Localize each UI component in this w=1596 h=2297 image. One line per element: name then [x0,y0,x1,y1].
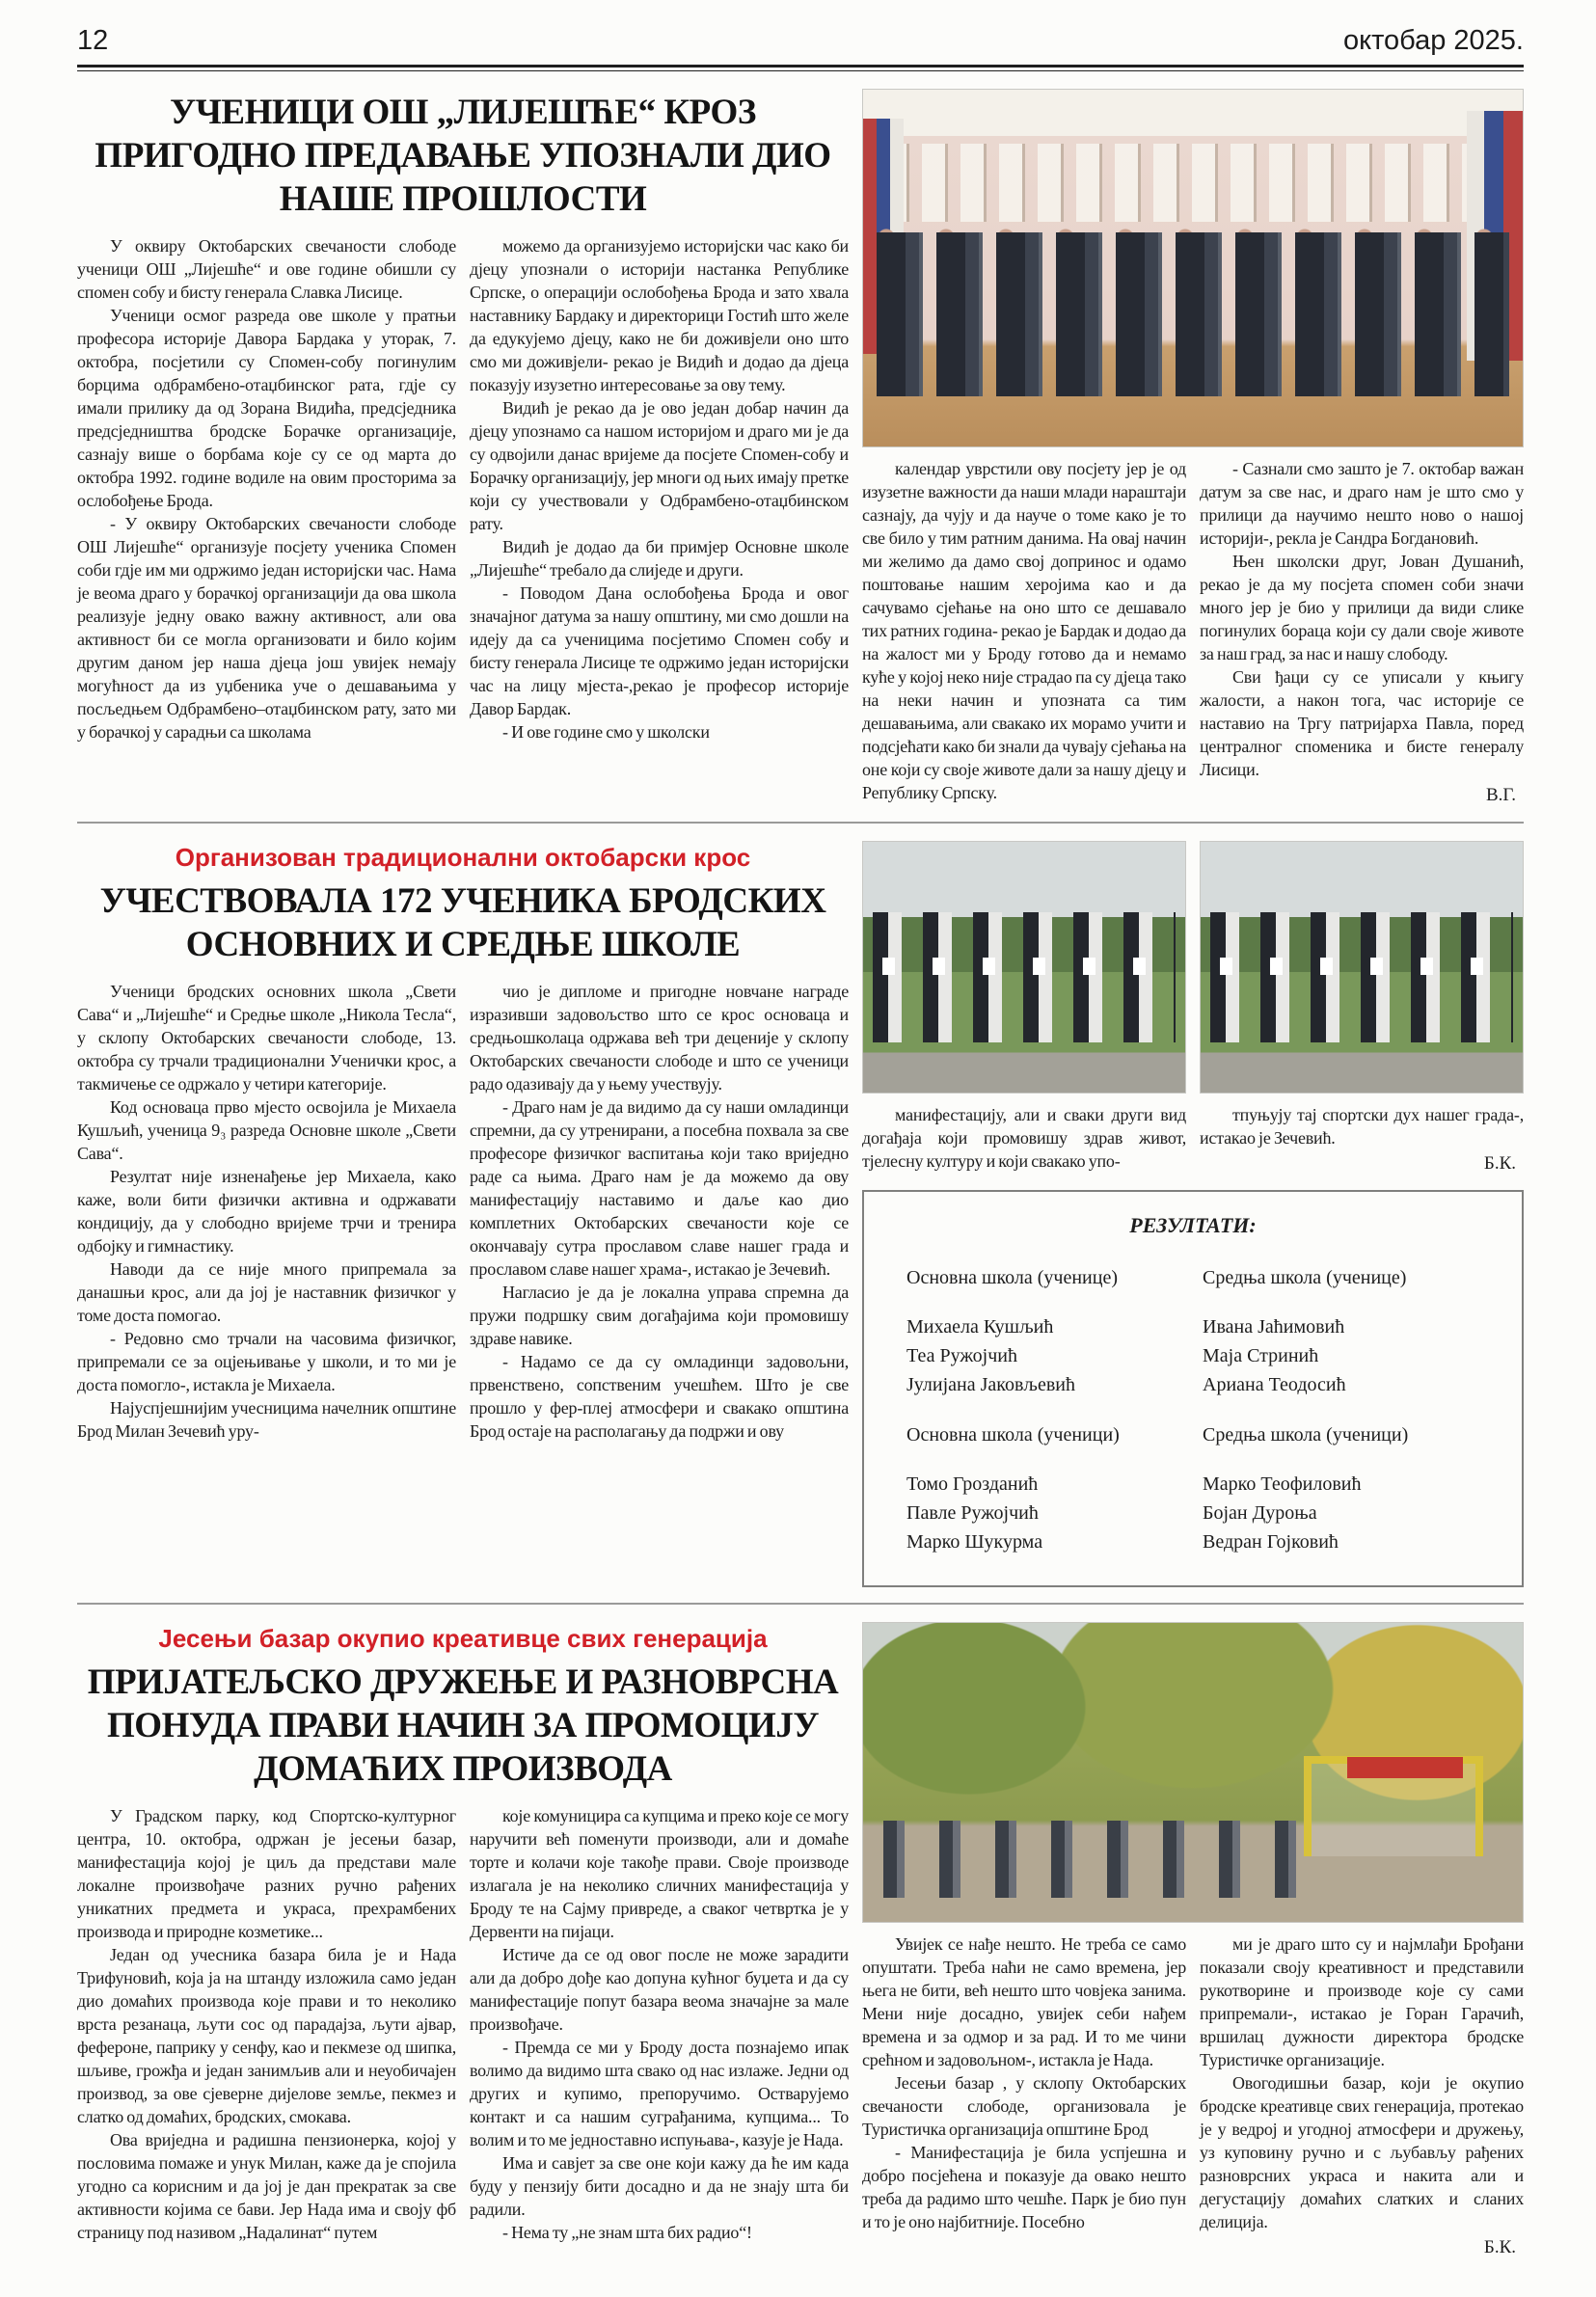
results-name: Ведран Гојковић [1203,1531,1339,1553]
memorial-column-1 [77,234,456,743]
results-box [862,1190,1524,1587]
body-paragraph: У оквиру Октобарских свечаности слободе ученици ОШ „Лијешће“ и ове године обишли су спомен собу и бисту генерала Славка Лисице. [77,236,456,302]
visitors-silhouettes-shape [883,1821,1312,1899]
wall-plaques-shape [883,144,1503,222]
body-paragraph: Најуспјешнијим учесницима начелник општине Брод Милан Зечевић уру- [77,1398,456,1441]
memorial-room-photo [862,89,1524,447]
results-group-heading: Основна школа (ученици) [906,1424,1120,1446]
byline: В.Г. [1485,785,1516,805]
article-memorial-headline: УЧЕНИЦИ ОШ „ЛИЈЕШЋЕ“ КРОЗ ПРИГОДНО ПРЕДАВАЊЕ УПОЗНАЛИ ДИО НАШЕ ПРОШЛОСТИ [95,93,831,219]
memorial-column-3 [862,457,1186,806]
results-column-primary [906,1267,1183,1556]
red-banner-shape [1347,1757,1463,1778]
body-paragraph: Увијек се нађе нешто. Не треба се само опуштати. Треба наћи не само времена, јер њега не бити, већ нешто што човјека занима. Мени није досадно, увијек себи нађем времена и за одмор и за рад. И то ме чини срећном и задовољном-, истакла је Нада. [862,1934,1186,2069]
results-group [906,1267,1183,1399]
cross-photo-right [1200,841,1524,1094]
body-paragraph: тпуњују тај спортски дух нашег града-, истакао је Зечевић. [1200,1105,1524,1148]
results-name: Теа Ружојчић [906,1345,1017,1366]
body-paragraph: ми је драго што су и најмлађи Брођани показали своју креативност и представили рукотворине и производе које су сами припремали-, истакао је Горан Гарачић, вршилац дужности директора бродске Туристичке организације. [1200,1934,1524,2069]
body-paragraph: Има и савјет за све оне који кажу да ће им када буду у пензију бити досадно и да не знају шта би радили. [470,2153,849,2219]
body-paragraph: - Нема ту „не знам шта бих радио“! [502,2223,752,2242]
page-number: 12 [77,25,109,56]
bazaar-park-photo [862,1622,1524,1923]
bazaar-column-1 [77,1804,456,2244]
runners-silhouettes-shape [1210,912,1513,1042]
results-group-heading: Средња школа (ученици) [1203,1424,1409,1446]
cross-column-4 [1200,1103,1524,1175]
article-cross-kicker: Организован традиционални октобарски крос [175,843,751,872]
body-paragraph: Ученици осмог разреда ове школе у пратњи професора историје Давора Бардака у уторак, 7. октобра, посјетили су Спомен-собу погинулим борцима одбрамбено-отаџбинског рата, гдје су имали прилику да од Зорана Видића, предсједника предсједништва бродске Борачке организације, сазнају више о борбама које су се од марта до октобра 1992. године водиле на овим просторима за ослобођење Брода. [77,306,456,510]
cross-column-2 [470,980,849,1443]
results-name: Томо Грозданић [906,1473,1039,1495]
cross-photo-left [862,841,1186,1094]
body-paragraph: које комуницира са купцима и преко које се могу наручити већ поменути производи, али и домаће торте и колачи које такође прави. Своје производе излагала је на неколико сличних манифестација у Броду те на Сајму привреде, а сваког четвртка је у Дервенти на пијаци. [470,1806,849,1941]
body-paragraph: - Редовно смо трчали на часовима физичког, припремали се за оцјењивање у школи, и то ми је доста помогло-, истакла је Михаела. [77,1329,456,1394]
body-paragraph: Овогодишњи базар, који је окупио бродске креативце свих генерација, протекао је у ведрој и угодној атмосфери и дружењу, уз куповину ручно и с љубављу рађених разноврсних украса и накита али и дегустацију домаћих слатких и сланих делиција. [1200,2073,1524,2231]
results-name: Јулијана Јаковљевић [906,1374,1075,1395]
people-silhouettes-shape [877,232,1510,396]
results-name: Бојан Дуроња [1203,1502,1317,1524]
body-paragraph: Резултат није изненађење јер Михаела, како каже, воли бити физички активна и одржавати кондицију, да у слободно вријеме трчи и тренира одбојку и гимнастику. [77,1167,456,1256]
body-paragraph: календар уврстили ову посјету јер је од изузетне важности да наши млади нараштаји сазнају, да чују и да науче о томе како је то све било у тим ратним данима. На овај начин ми желимо да дамо свој допринос и одамо поштовање нашим херојима као и да сачувамо сјећање на оно што се дешавало тих ратних година- рекао је Бардак и додао да на жалост ми у Броду готово да и немамо куће у којој неко није страдао па су дјеца тако на неки начин и упозната са тим дешавањима, али свакако их морамо учити и подсјећати како би знали да чувају сјећања на оне који су своје животе дали за нашу дјецу и Републику Српску. [862,459,1186,802]
issue-date: октобар 2025. [1342,25,1524,56]
article-cross [77,841,1524,1587]
body-paragraph: - Поводом Дана ослобођења Брода и овог значајног датума за нашу општину, ми смо дошли на идеју да са ученицима посјетимо Спомен собу и бисту генерала Лисице те одржимо један историјски час на лицу мјеста-,рекао је професор историје Давор Бардак. [470,583,849,718]
page-header [77,25,1524,57]
memorial-column-4 [1200,457,1524,806]
article-cross-headline: УЧЕСТВОВАЛА 172 УЧЕНИКА БРОДСКИХ ОСНОВНИХ И СРЕДЊЕ ШКОЛЕ [99,881,826,964]
results-name: Павле Ружојчић [906,1502,1039,1524]
body-paragraph: чио је дипломе и пригодне новчане награде изразивши задовољство што се крос основаца и средњошколаца одржава већ три деценије у склопу Октобарских свечаности слободе и што се ученици радо одазивају да у њему учествују. [470,982,849,1094]
cross-column-1 [77,980,456,1443]
body-paragraph: - Надамо се да су омладинци задовољни, првенствено, сопственим учешћем. Што је све прошло у фер-плеј атмосфери и свакако општина Брод остаје на располагању да подржи и ову [470,1352,849,1441]
results-column-secondary [1203,1267,1479,1556]
bazaar-column-2 [470,1804,849,2244]
section-divider [77,822,1524,824]
results-name: Ариана Теодосић [1203,1374,1346,1395]
article-bazaar [77,1622,1524,2258]
byline: Б.К. [1483,2237,1516,2257]
bazaar-column-4 [1200,1932,1524,2258]
body-paragraph: Истиче да се од овог после не може зарадити али да добро дође као допуна кућног буџета и да су манифестације попут базара веома значајне за мале произвођаче. [470,1945,849,2034]
body-paragraph: можемо да организујемо историјски час како би дјецу упознали о историји настанка Републике Српске, о операцији ослобођења Брода и зато хвала наставнику Бардаку и директорици Гостић што желе да едукујемо дјецу, како не би доживјели оно што смо ми доживјели- рекао је Видић и додао да дјеца показују изузетно интересовање за ову тему. [470,236,849,394]
body-paragraph: Ова вриједна и радишна пензионерка, којој у пословима помаже и унук Милан, каже да је спојила угодно са корисним и да јој је дан прекратак за све активности којима се бави. Јер Нада има и своју фб страницу под називом „Надалинат“ путем [77,2130,456,2242]
cross-column-3 [862,1103,1186,1175]
results-group [1203,1267,1479,1399]
body-paragraph: - Драго нам је да видимо да су наши омладинци спремни, да су утренирани, а посебна похвала за све професоре физичког васпитања који тако вриједно раде са њима. Драго нам је да можемо да ову манифестацију наставимо и даље као дио комплетних Октобарских свечаности које се окончавају сутра прославом славе нашег града и прославом славе нашег храма-, истакао је Зечевић. [470,1097,849,1279]
header-rule [77,65,1524,71]
body-paragraph: У Градском парку, код Спортско-културног центра, 10. октобра, одржан је јесењи базар, манифестација којој је циљ да представи мале локалне произвођаче разних ручно рађених уникатних предмета и украса, прехрамбених производа и природне козметике... [77,1806,456,1941]
results-group [1203,1424,1479,1556]
body-paragraph: Јесењи базар , у склопу Октобарских свечаности слободе, организовала је Туристичка организација општине Брод [862,2073,1186,2139]
results-name: Михаела Кушљић [906,1316,1054,1338]
diplomas-shape [1220,958,1513,975]
results-name: Марко Шукурма [906,1531,1043,1553]
article-memorial [77,89,1524,806]
diplomas-shape [882,958,1176,975]
body-paragraph: Сви ђаци су се уписали у књигу жалости, а након тога, час историје се наставио на Тргу патријарха Павла, поред централног споменика и бисте генералу Лисици. [1200,667,1524,779]
memorial-column-2 [470,234,849,743]
results-group-heading: Основна школа (ученице) [906,1267,1118,1288]
body-paragraph: Наводи да се није много припремала за данашњи крос, али да јој је наставник физичког у томе доста помогао. [77,1259,456,1325]
body-paragraph: - Манифестација је била успјешна и добро посјећена и показује да овако нешто треба да радимо што чешће. Парк је био пун и то је оно најбитније. Посебно [862,2143,1186,2231]
results-title: РЕЗУЛТАТИ: [1129,1213,1257,1237]
runners-silhouettes-shape [873,912,1176,1042]
body-paragraph: Ученици бродских основних школа „Свети Сава“ и „Лијешће“ и Средње школе „Никола Тесла“, у склопу Октобарских свечаности слободе, 13. октобра су трчали традиционални Ученички крос, а такмичење се одржало у четири категорије. [77,982,456,1094]
body-paragraph: Видић је рекао да је ово један добар начин да дјецу упознамо са нашом историјом и драго ми је да су одвојили данас вријеме да посјете Спомен-собу и Борачку организацију, јер многи од њих имају претке који су учествовали у Одбрамбено-отаџбинском рату. [470,398,849,533]
body-paragraph: - У оквиру Октобарских свечаности слободе ОШ Лијешће“ организује посјету ученика Спомен соби гдје им ми одржимо један историјски час. Нама је веома драго у борачкој организацији да ова школа реализује једну овако важну активност, али ова активност би се могла организовати и било којим другим даном јер наша дјеца још увијек немају могућност да из уџбеника уче о дешавањима у посљедњем Одбрамбено–отаџбинском рату, зато ми у борачкој у сарадњи са школама [77,514,456,742]
article-bazaar-kicker: Јесењи базар окупио креативце свих генерација [158,1624,768,1653]
section-divider [77,1603,1524,1605]
results-name: Маја Стринић [1203,1345,1319,1366]
body-paragraph: манифестацију, али и сваки други вид догађаја који промовишу здрав живот, тјелесну културу и који свакако упо- [862,1105,1186,1171]
article-bazaar-headline: ПРИЈАТЕЉСКО ДРУЖЕЊЕ И РАЗНОВРСНА ПОНУДА ПРАВИ НАЧИН ЗА ПРОМОЦИЈУ ДОМАЋИХ ПРОИЗВОДА [87,1662,839,1789]
results-group-heading: Средња школа (ученице) [1203,1267,1407,1288]
body-paragraph: - Сазнали смо зашто је 7. октобар важан датум за све нас, и драго нам је што смо у прилици да научимо нешто ново о нашој историји-, рекла је Сандра Богдановић. [1200,459,1524,548]
byline: Б.К. [1483,1153,1516,1174]
body-paragraph: Код основаца прво мјесто освојила је Михаела Кушљић, ученица 9₃ разреда Основне школе „Свети Сава“. [77,1097,456,1163]
body-paragraph: Њен школски друг, Јован Душанић, рекао је да му посјета спомен соби значи много јер је био у прилици да види слике погинулих бораца који су дали своје животе за наш град, за нас и нашу слободу. [1200,552,1524,663]
body-paragraph: Нагласио је да је локална управа спремна да пружи подршку свим догађајима који промовишу здраве навике. [470,1283,849,1348]
results-group [906,1424,1183,1556]
results-name: Марко Теофиловић [1203,1473,1362,1495]
body-paragraph: - И ове године смо у школски [502,722,710,742]
bazaar-column-3 [862,1932,1186,2258]
body-paragraph: Видић је додао да би примјер Основне школе „Лијешће“ требало да слиједе и други. [470,537,849,580]
body-paragraph: - Премда се ми у Броду доста познајемо ипак волимо да видимо шта свако од нас излаже. Једни од других и купимо, препоручимо. Остварујемо контакт и са нашим суграђанима, купцима... То волим и то ме једноставно испуњава-, казује је Нада. [470,2038,849,2149]
body-paragraph: Један од учесника базара била је и Нада Трифуновић, која ја на штанду изложила само један дио домаћих производа које прави и то неколико врста резанаца, љути сос од парадајза, љути ајвар, фефероне, паприку у сенфу, као и пекмезе од шипка, шљиве, грожђа и један занимљив али и неуобичајен производ, за ове сјеверне дијелове земље, пекмез и слатко од домаћих, бродских, смокава. [77,1945,456,2126]
results-name: Ивана Јаћимовић [1203,1316,1345,1338]
